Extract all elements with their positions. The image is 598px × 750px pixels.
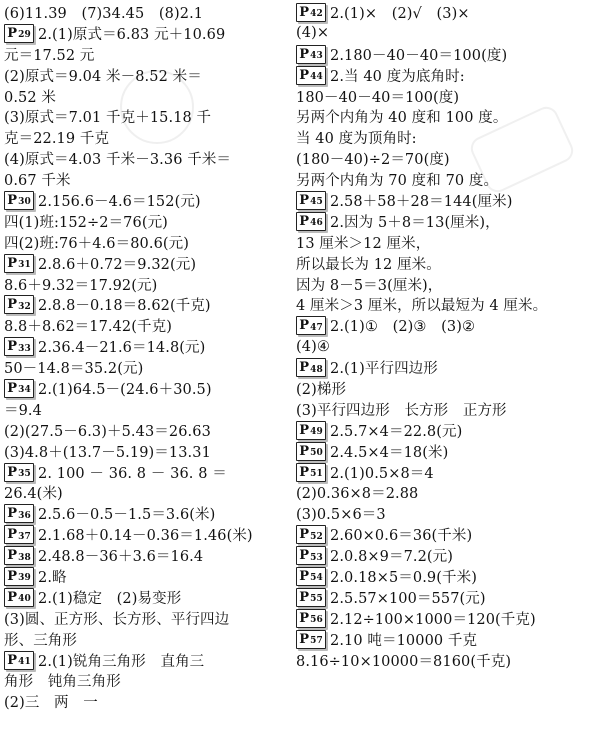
answer-line [4,441,284,462]
page-badge-number: 47 [310,322,323,333]
answer-text: 2.(1)0.5×8＝4 [330,465,434,482]
answer-text: 2.0.18×5＝0.9(千米) [330,570,477,586]
page-badge-number: 49 [310,427,323,438]
answer-line [296,190,594,211]
answer-line [4,420,284,441]
answer-text: 180－40－40＝100(度) [296,89,460,106]
answer-line [296,274,594,295]
page-badge-number: 30 [18,197,31,208]
answer-text: (3)圆、正方形、长方形、平行四边 [4,611,230,628]
answer-text: 2.5.7×4＝22.8(元) [330,423,463,440]
answer-text: (3)0.5×6＝3 [296,507,386,524]
page-badge [4,525,34,544]
answer-text: 2.58＋58＋28＝144(厘米) [330,193,513,210]
answer-line [296,378,594,399]
answer-text: 四(2)班:76＋4.6＝80.6(元) [4,235,190,252]
page-badge-number: 57 [310,636,323,647]
answer-text: 克＝22.19 千克 [4,131,110,148]
answer-text: (2)(27.5－6.3)＋5.43＝26.63 [4,423,211,440]
answer-text: 8.16÷10×10000＝8160(千克) [296,653,512,670]
page-badge [296,316,326,335]
page-badge [296,3,326,22]
page-badge-number: 46 [310,218,323,229]
page-badge-letter: P [299,548,310,564]
answer-line [4,399,284,420]
answer-text: 另两个内角为 40 度和 100 度。 [296,110,508,127]
page-badge-letter: P [7,25,18,41]
answer-line [4,503,284,524]
answer-line [4,482,284,503]
page-badge-letter: P [7,548,18,564]
answer-line [4,211,284,232]
answer-line [296,65,594,86]
answer-text: 13 厘米＞12 厘米， [296,235,431,252]
answer-text: 2.(1)锐角三角形 直角三 [38,653,205,670]
answer-line [296,211,594,232]
answer-text: 8.8＋8.62＝17.42(千克) [4,319,172,336]
answer-line [296,462,594,483]
answer-text: (3)原式＝7.01 千克＋15.18 千 [4,110,212,127]
right-column [296,2,594,671]
page-badge-letter: P [299,422,310,438]
page-badge [4,546,34,565]
answer-text: 当 40 度为顶角时: [296,131,417,148]
page-badge-letter: P [299,589,310,605]
answer-line [4,545,284,566]
answer-text: 四(1)班:152÷2＝76(元) [4,214,168,231]
answer-text: (180－40)÷2＝70(度) [296,152,450,169]
page-badge [4,191,34,210]
answer-line [296,545,594,566]
page-badge [296,630,326,649]
answer-text: 2.5.57×100＝557(元) [330,590,486,607]
answer-text: 0.67 千米 [4,173,71,190]
answer-line [296,127,594,148]
page-badge-number: 56 [310,615,323,626]
page-badge [296,525,326,544]
answer-line [296,524,594,545]
answer-line [4,671,284,692]
answer-line [296,44,594,65]
page-badge [296,588,326,607]
page-badge [4,651,34,670]
answer-text: 2.(1)× (2)√ (3)× [330,5,470,22]
answer-text: 2.5.6－0.5－1.5＝3.6(米) [38,507,216,524]
page-badge-number: 45 [310,197,323,208]
answer-line [4,336,284,357]
answer-line [4,294,284,315]
answer-line [4,274,284,295]
page-badge-number: 44 [310,72,323,83]
page-badge [4,254,34,273]
answer-text: 2.8.6＋0.72＝9.32(元) [38,256,197,273]
page-badge-letter: P [7,255,18,271]
answer-text: 因为 8－5＝3(厘米)， [296,277,443,294]
page-badge [4,567,34,586]
answer-line [4,650,284,671]
page-badge-number: 43 [310,51,323,62]
answer-text: 2.0.8×9＝7.2(元) [330,549,454,566]
page-badge-number: 33 [18,343,31,354]
page-badge [296,567,326,586]
answer-text: 2.(1)平行四边形 [330,361,438,378]
answer-text: 50－14.8＝35.2(元) [4,361,144,378]
answer-text: 元＝17.52 元 [4,47,95,64]
answer-line [4,691,284,712]
page-badge-letter: P [7,589,18,605]
page-badge-letter: P [299,192,310,208]
answer-line [296,503,594,524]
page-badge-number: 36 [18,510,31,521]
answer-line [296,169,594,190]
answer-line [296,86,594,107]
answer-line [296,336,594,357]
page-badge-number: 50 [310,448,323,459]
answer-text: 26.4(米) [4,486,63,503]
page-badge [4,295,34,314]
answer-text: 2.36.4－21.6＝14.8(元) [38,340,206,357]
page-badge-letter: P [299,67,310,83]
page-badge [4,504,34,523]
answer-text: 2.1.68＋0.14－0.36＝1.46(米) [38,528,253,545]
page-badge [296,442,326,461]
answer-text: (2)0.36×8＝2.88 [296,486,419,503]
page-badge-number: 29 [18,30,31,41]
page-badge-letter: P [299,318,310,334]
answer-line [4,357,284,378]
page-badge-number: 48 [310,364,323,375]
page-badge-number: 38 [18,552,31,563]
page-badge-number: 34 [18,385,31,396]
answer-line [296,566,594,587]
answer-line [296,148,594,169]
page-badge [4,337,34,356]
page-badge-number: 39 [18,573,31,584]
answer-text: 2.8.8－0.18＝8.62(千克) [38,298,211,315]
answer-text: (6)11.39 (7)34.45 (8)2.1 [4,5,204,22]
answer-text: 2.略 [38,570,67,586]
page-badge-letter: P [7,652,18,668]
answer-line [4,608,284,629]
answer-line [4,44,284,65]
answer-line [296,106,594,127]
answer-line [296,294,594,315]
answer-line [4,629,284,650]
page-badge-letter: P [299,360,310,376]
page-badge-letter: P [299,443,310,459]
answer-text: 2.(1)64.5－(24.6＋30.5) [38,381,212,398]
page-badge [296,191,326,210]
answer-text: (4)④ [296,338,330,355]
page-badge-number: 42 [310,9,323,20]
answer-text: 另两个内角为 70 度和 70 度。 [296,173,499,190]
answer-text: 2.因为 5＋8＝13(厘米)， [330,214,500,231]
answer-text: 2.当 40 度为底角时: [330,68,465,85]
answer-line [4,148,284,169]
page-badge-number: 51 [310,469,323,480]
answer-line [4,315,284,336]
answer-line [4,127,284,148]
answer-line [296,482,594,503]
answer-text: (4)× [296,25,330,42]
page-badge-number: 40 [18,594,31,605]
page-badge-letter: P [7,380,18,396]
answer-text: 2.(1)原式＝6.83 元＋10.69 [38,26,226,43]
answer-line [296,232,594,253]
answer-line [4,587,284,608]
answer-text: ＝9.4 [4,402,42,419]
page-badge-number: 52 [310,531,323,542]
answer-line [4,378,284,399]
page-badge [296,609,326,628]
answer-line [296,315,594,336]
page-badge-letter: P [7,297,18,313]
answer-text: 角形 钝角三角形 [4,674,121,691]
page-badge-letter: P [7,506,18,522]
page-badge [296,546,326,565]
page-badge-number: 54 [310,573,323,584]
answer-text: 所以最长为 12 厘米。 [296,256,441,273]
page-badge [296,358,326,377]
page-badge-number: 31 [18,260,31,271]
answer-line [4,65,284,86]
answer-line [296,2,594,23]
answer-line [4,524,284,545]
page-badge [296,421,326,440]
page-badge-number: 53 [310,552,323,563]
answer-text: (3)4.8＋(13.7－5.19)＝13.31 [4,444,211,461]
page-badge-letter: P [7,192,18,208]
answer-line [4,23,284,44]
page-badge-letter: P [299,213,310,229]
answer-line [4,232,284,253]
left-column [4,2,284,712]
page-badge [4,463,34,482]
page-badge-letter: P [299,631,310,647]
answer-text: 2. 100 － 36. 8 － 36. 8 ＝ [38,465,227,482]
page-badge-number: 32 [18,301,31,312]
page-badge [4,588,34,607]
page-badge [4,379,34,398]
answer-line [4,566,284,587]
answer-line [4,2,284,23]
answer-text: (2)梯形 [296,381,347,398]
page-badge-letter: P [299,527,310,543]
answer-text: 2.180－40－40＝100(度) [330,47,508,64]
page-badge [296,463,326,482]
page-badge-letter: P [7,527,18,543]
answer-line [296,441,594,462]
answer-line [4,106,284,127]
page-badge-number: 41 [18,657,31,668]
answer-text: 2.(1)① (2)③ (3)② [330,319,476,336]
answer-text: 2.48.8－36＋3.6＝16.4 [38,549,204,566]
page-badge-letter: P [299,610,310,626]
answer-text: 4 厘米＞3 厘米，所以最短为 4 厘米。 [296,298,548,315]
answer-line [4,462,284,483]
page-badge-letter: P [299,464,310,480]
page-badge-letter: P [7,464,18,480]
answer-line [296,23,594,44]
answer-text: 2.60×0.6＝36(千米) [330,528,473,545]
page-badge-number: 37 [18,531,31,542]
page-badge-letter: P [7,339,18,355]
answer-line [4,253,284,274]
page-badge-letter: P [299,46,310,62]
answer-text: 2.4.5×4＝18(米) [330,444,449,461]
answer-text: (2)原式＝9.04 米－8.52 米＝ [4,68,202,85]
page-badge [296,45,326,64]
answer-text: 2.10 吨＝10000 千克 [330,632,478,649]
page-badge-number: 55 [310,594,323,605]
answer-line [296,357,594,378]
answer-line [296,650,594,671]
page-badge-letter: P [299,4,310,20]
answer-line [4,190,284,211]
answer-text: 2.(1)稳定 (2)易变形 [38,590,182,607]
answer-line [296,399,594,420]
answer-line [4,86,284,107]
answer-text: 2.156.6－4.6＝152(元) [38,193,201,210]
answer-text: (3)平行四边形 长方形 正方形 [296,402,507,419]
page-badge [296,212,326,231]
answer-text: 形、三角形 [4,632,77,649]
answer-line [296,420,594,441]
page-badge-number: 35 [18,469,31,480]
answer-text: 8.6＋9.32＝17.92(元) [4,277,158,294]
answer-line [4,169,284,190]
answer-line [296,608,594,629]
answer-line [296,587,594,608]
answer-text: 2.12÷100×1000＝120(千克) [330,611,536,628]
answer-text: (4)原式＝4.03 千米－3.36 千米＝ [4,152,232,169]
page-badge [296,66,326,85]
page-badge-letter: P [7,568,18,584]
answer-line [296,253,594,274]
answer-line [296,629,594,650]
answer-text: (2)三 两 一 [4,695,98,712]
page-badge [4,24,34,43]
page-badge-letter: P [299,568,310,584]
answer-text: 0.52 米 [4,89,56,106]
